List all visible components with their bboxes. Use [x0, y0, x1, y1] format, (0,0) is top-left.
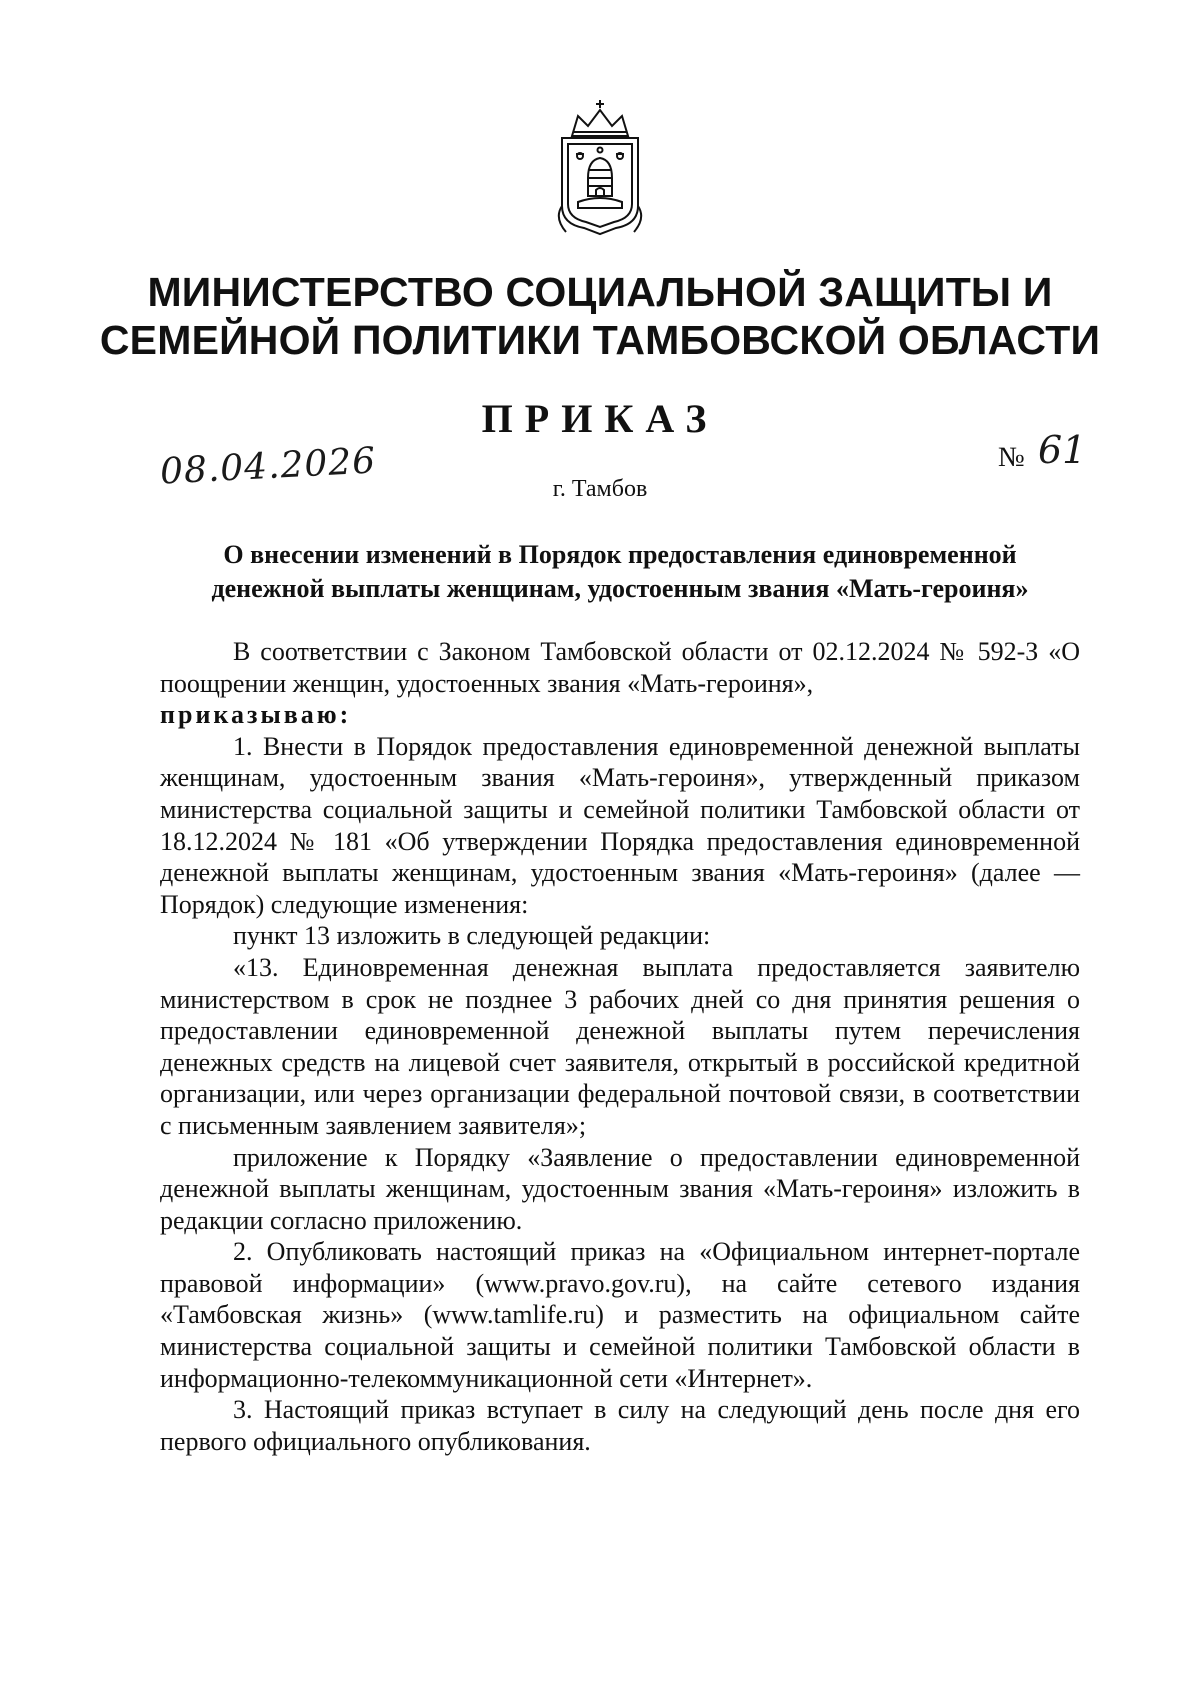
item-1-quote: «13. Единовременная денежная выплата предоставляется заявителю министерством в срок не позднее 3 рабочих дней со дня принятия решения о предоставлении единовременной денежной выплаты путем перечисления денежных средств на лицевой счет заявителя, открытый в российской кредитной организации, или через организации федеральной почтовой связи, в соответствии с письменным заявлением заявителя»; [160, 952, 1080, 1140]
number-label: № [998, 442, 1025, 473]
order-body [160, 636, 1080, 1457]
coat-of-arms-icon [552, 98, 648, 240]
city: г. Тамбов [552, 476, 648, 502]
order-word-text: приказываю: [160, 700, 352, 730]
item-1-subpoint: пункт 13 изложить в следующей редакции: [233, 921, 711, 951]
handwritten-date: 08.04.2026 [159, 440, 378, 493]
item-2: 2. Опубликовать настоящий приказ на «Официальном интернет-портале правовой информации» (www.pravo.gov.ru), на сайте сетевого издания «Тамбовская жизнь» (www.tamlife.ru) и разместить на официальном сайте министерства социальной защиты и семейной политики Тамбовской области в информационно-телекоммуникационной сети «Интернет». [160, 1237, 1080, 1393]
order-subject [160, 538, 1080, 606]
subject-line-2: денежной выплаты женщинам, удостоенным звания «Мать-героиня» [211, 574, 1029, 603]
intro-paragraph: В соответствии с Законом Тамбовской области от 02.12.2024 № 592-З «О поощрении женщин, удостоенных звания «Мать-героиня», [160, 637, 1080, 698]
document-type: ПРИКАЗ [481, 396, 719, 441]
handwritten-number: 61 [1038, 428, 1087, 472]
item-1-annex: приложение к Порядку «Заявление о предоставлении единовременной денежной выплаты женщинам, удостоенным звания «Мать-героиня» изложить в редакции согласно приложению. [160, 1142, 1080, 1235]
ministry-line-1: МИНИСТЕРСТВО СОЦИАЛЬНОЙ ЗАЩИТЫ И [147, 269, 1053, 315]
item-1: 1. Внести в Порядок предоставления единовременной денежной выплаты женщинам, удостоенным звания «Мать-героиня», утвержденный приказом министерства социальной защиты и семейной политики Тамбовской области от 18.12.2024 № 181 «Об утверждении Порядка предоставления единовременной денежной выплаты женщинам, удостоенным звания «Мать-героиня» (далее — Порядок) следующие изменения: [160, 731, 1080, 919]
item-3: 3. Настоящий приказ вступает в силу на следующий день после дня его первого официального опубликования. [160, 1395, 1080, 1456]
subject-line-1: О внесении изменений в Порядок предоставления единовременной [223, 540, 1017, 569]
ministry-line-2: СЕМЕЙНОЙ ПОЛИТИКИ ТАМБОВСКОЙ ОБЛАСТИ [99, 317, 1101, 363]
ministry-name [0, 268, 1200, 364]
order-word [160, 699, 1080, 731]
